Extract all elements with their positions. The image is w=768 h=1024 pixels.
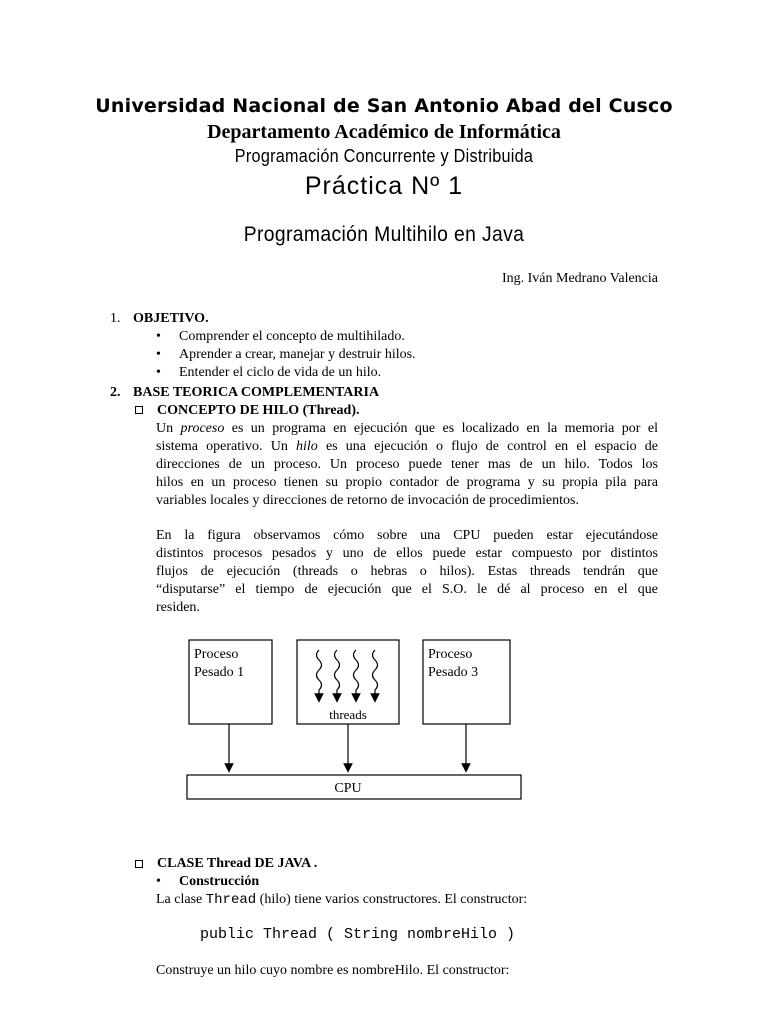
objective-item: Aprender a crear, manejar y destruir hilos. <box>179 347 416 362</box>
section1-number: 1. <box>110 311 121 326</box>
square-bullet-icon <box>135 860 143 868</box>
section1-title: OBJETIVO. <box>133 311 209 326</box>
section2-title: BASE TEORICA COMPLEMENTARIA <box>133 385 380 400</box>
code-constructor: public Thread ( String nombreHilo ) <box>200 926 516 943</box>
paragraph-figure: En la figura observamos cómo sobre una CPU pueden estar ejecutándose distintos procesos pesados y uno de ellos puede estar compuesto por distintos flujos de ejecución (threads o hebras o hilos). Estas threads tendrán que “disputarse” el tiempo de ejecución que el S.O. le dé al proceso en el que residen. <box>156 528 658 615</box>
bullet-dot: • <box>156 347 161 362</box>
subsection-hilo-title: CONCEPTO DE HILO (Thread). <box>157 403 360 418</box>
topic-title: Programación Multihilo en Java <box>243 223 525 246</box>
practice-title: Práctica Nº 1 <box>304 172 464 200</box>
bullet-dot: • <box>156 874 161 889</box>
process-1-line2: Pesado 1 <box>194 665 245 680</box>
process-thread-diagram <box>180 628 540 808</box>
objective-item: Entender el ciclo de vida de un hilo. <box>179 365 382 380</box>
process-3-line1: Proceso <box>428 647 473 662</box>
threads-label: threads <box>329 707 367 722</box>
paragraph-constructor-2: Construye un hilo cuyo nombre es nombreHilo. El constructor: <box>156 963 510 978</box>
bullet-dot: • <box>156 365 161 380</box>
author-name: Ing. Iván Medrano Valencia <box>501 271 658 286</box>
arrow-lines <box>229 724 466 768</box>
university-title: Universidad Nacional de San Antonio Abad del Cusco <box>95 95 673 117</box>
process-3-line2: Pesado 3 <box>428 665 479 680</box>
construccion-heading: Construcción <box>179 874 260 889</box>
square-bullet-icon <box>135 406 143 414</box>
department-title: Departamento Académico de Informática <box>207 121 561 143</box>
bullet-dot: • <box>156 329 161 344</box>
course-title: Programación Concurrente y Distribuida <box>234 146 534 166</box>
section2-number: 2. <box>110 385 121 400</box>
objective-item: Comprender el concepto de multihilado. <box>179 329 405 344</box>
cpu-label: CPU <box>334 781 362 796</box>
paragraph-hilo: Un proceso es un programa en ejecución que es localizado en la memoria por el sistema operativo. Un hilo es una ejecución o flujo de control en el espacio de direcciones de un proceso. Un proceso puede tener mas de un hilo. Todos los hilos en un proceso tienen su propio contador de programa y su propia pila para variables locales y direcciones de retorno de invocación de procedimientos. <box>156 421 658 508</box>
paragraph-constructor: La clase Thread (hilo) tiene varios constructores. El constructor: <box>156 892 528 908</box>
subsection-thread-title: CLASE Thread DE JAVA . <box>157 856 318 871</box>
process-1-line1: Proceso <box>194 647 239 662</box>
